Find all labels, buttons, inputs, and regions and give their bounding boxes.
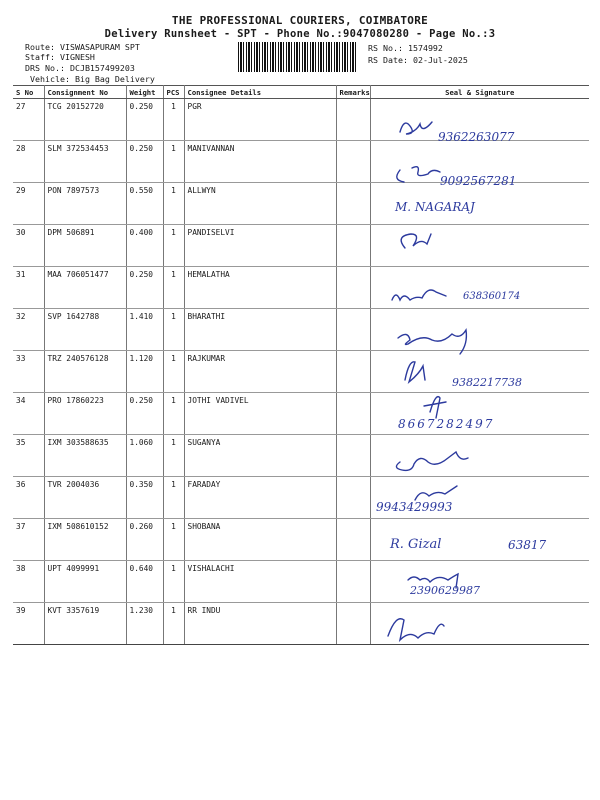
weight-cell: 0.250 [126,267,163,309]
pcs-cell: 1 [163,477,184,519]
consignee-cell: RAJKUMAR [184,351,336,393]
col-weight-header: Weight [126,86,163,99]
col-remarks-header: Remarks [336,86,370,99]
col-consignee-header: Consignee Details [184,86,336,99]
consignee-cell: PANDISELVI [184,225,336,267]
consignment-cell: UPT 4099991 [44,561,126,603]
consignment-cell: TCG 20152720 [44,99,126,141]
sno-cell: 29 [13,183,44,225]
pcs-cell: 1 [163,183,184,225]
consignment-cell: DPM 506891 [44,225,126,267]
consignee-cell: HEMALATHA [184,267,336,309]
drs-number-text: DRS No.: DCJB157499203 [25,63,135,73]
col-pcs-header: PCS [163,86,184,99]
consignment-cell: PON 7897573 [44,183,126,225]
runsheet-subtitle: Delivery Runsheet - SPT - Phone No.:9047080280 - Page No.:3 [104,28,496,40]
consignment-cell: SLM 372534453 [44,141,126,183]
col-sno-header: S No [13,86,44,99]
signature-34 [424,397,446,418]
signature-28 [397,167,440,182]
handwritten-name: M. NAGARAJ [395,200,475,214]
consignee-cell: FARADAY [184,477,336,519]
consignment-cell: IXM 508610152 [44,519,126,561]
consignee-cell: ALLWYN [184,183,336,225]
col-signature-header: Seal & Signature [370,86,589,99]
consignment-cell: TVR 2004036 [44,477,126,519]
weight-cell: 0.550 [126,183,163,225]
pcs-cell: 1 [163,267,184,309]
pcs-cell: 1 [163,393,184,435]
consignment-cell: TRZ 240576128 [44,351,126,393]
sno-cell: 35 [13,435,44,477]
pcs-cell: 1 [163,225,184,267]
signature-31 [392,290,446,300]
consignment-cell: MAA 706051477 [44,267,126,309]
weight-cell: 1.120 [126,351,163,393]
pcs-cell: 1 [163,561,184,603]
consignment-cell: SVP 1642788 [44,309,126,351]
sno-cell: 32 [13,309,44,351]
signature-33 [405,362,425,382]
sno-cell: 38 [13,561,44,603]
pcs-cell: 1 [163,603,184,645]
sno-cell: 31 [13,267,44,309]
weight-cell: 0.640 [126,561,163,603]
consignment-cell: PRO 17860223 [44,393,126,435]
weight-cell: 0.350 [126,477,163,519]
signature-32 [398,330,466,354]
rs-number-text: RS No.: 1574992 [368,43,443,53]
sno-cell: 36 [13,477,44,519]
weight-cell: 0.250 [126,141,163,183]
signature-30 [401,234,431,248]
weight-cell: 1.230 [126,603,163,645]
weight-cell: 0.260 [126,519,163,561]
handwritten-phone: 9092567281 [440,174,517,188]
staff-text: Staff: VIGNESH [25,52,95,62]
sno-cell: 37 [13,519,44,561]
signature-35 [396,452,468,470]
sno-cell: 39 [13,603,44,645]
signature-38 [408,574,458,588]
weight-cell: 0.250 [126,393,163,435]
handwritten-phone: 2390629987 [410,584,480,597]
company-title: THE PROFESSIONAL COURIERS, COIMBATORE [171,14,429,27]
handwritten-phone: 9382217738 [452,376,522,389]
sno-cell: 28 [13,141,44,183]
pcs-cell: 1 [163,351,184,393]
weight-cell: 0.250 [126,99,163,141]
pcs-cell: 1 [163,141,184,183]
rs-date-text: RS Date: 02-Jul-2025 [368,55,468,65]
signature-39 [388,619,444,640]
weight-cell: 0.400 [126,225,163,267]
consignee-cell: RR INDU [184,603,336,645]
route-text: Route: VISWASAPURAM SPT [25,42,140,52]
handwritten-phone: 8667282497 [398,417,495,431]
signature-27 [400,122,432,134]
consignee-cell: PGR [184,99,336,141]
sno-cell: 34 [13,393,44,435]
consignee-cell: BHARATHI [184,309,336,351]
consignment-cell: IXM 303588635 [44,435,126,477]
consignee-cell: SUGANYA [184,435,336,477]
handwritten-name: R. Gizal [390,537,442,552]
consignee-cell: VISHALACHI [184,561,336,603]
vehicle-text: Vehicle: Big Bag Delivery [30,74,155,84]
handwritten-number: 63817 [508,538,547,552]
consignee-cell: MANIVANNAN [184,141,336,183]
sno-cell: 27 [13,99,44,141]
handwritten-phone: 9943429993 [376,500,453,514]
sno-cell: 30 [13,225,44,267]
weight-cell: 1.060 [126,435,163,477]
consignee-cell: JOTHI VADIVEL [184,393,336,435]
signature-36 [415,486,457,500]
col-consignment-header: Consignment No [44,86,126,99]
consignee-cell: SHOBANA [184,519,336,561]
pcs-cell: 1 [163,435,184,477]
handwritten-phone: 9362263077 [438,130,515,144]
pcs-cell: 1 [163,99,184,141]
pcs-cell: 1 [163,309,184,351]
handwritten-phone: 638360174 [463,291,521,302]
weight-cell: 1.410 [126,309,163,351]
consignment-cell: KVT 3357619 [44,603,126,645]
sno-cell: 33 [13,351,44,393]
pcs-cell: 1 [163,519,184,561]
